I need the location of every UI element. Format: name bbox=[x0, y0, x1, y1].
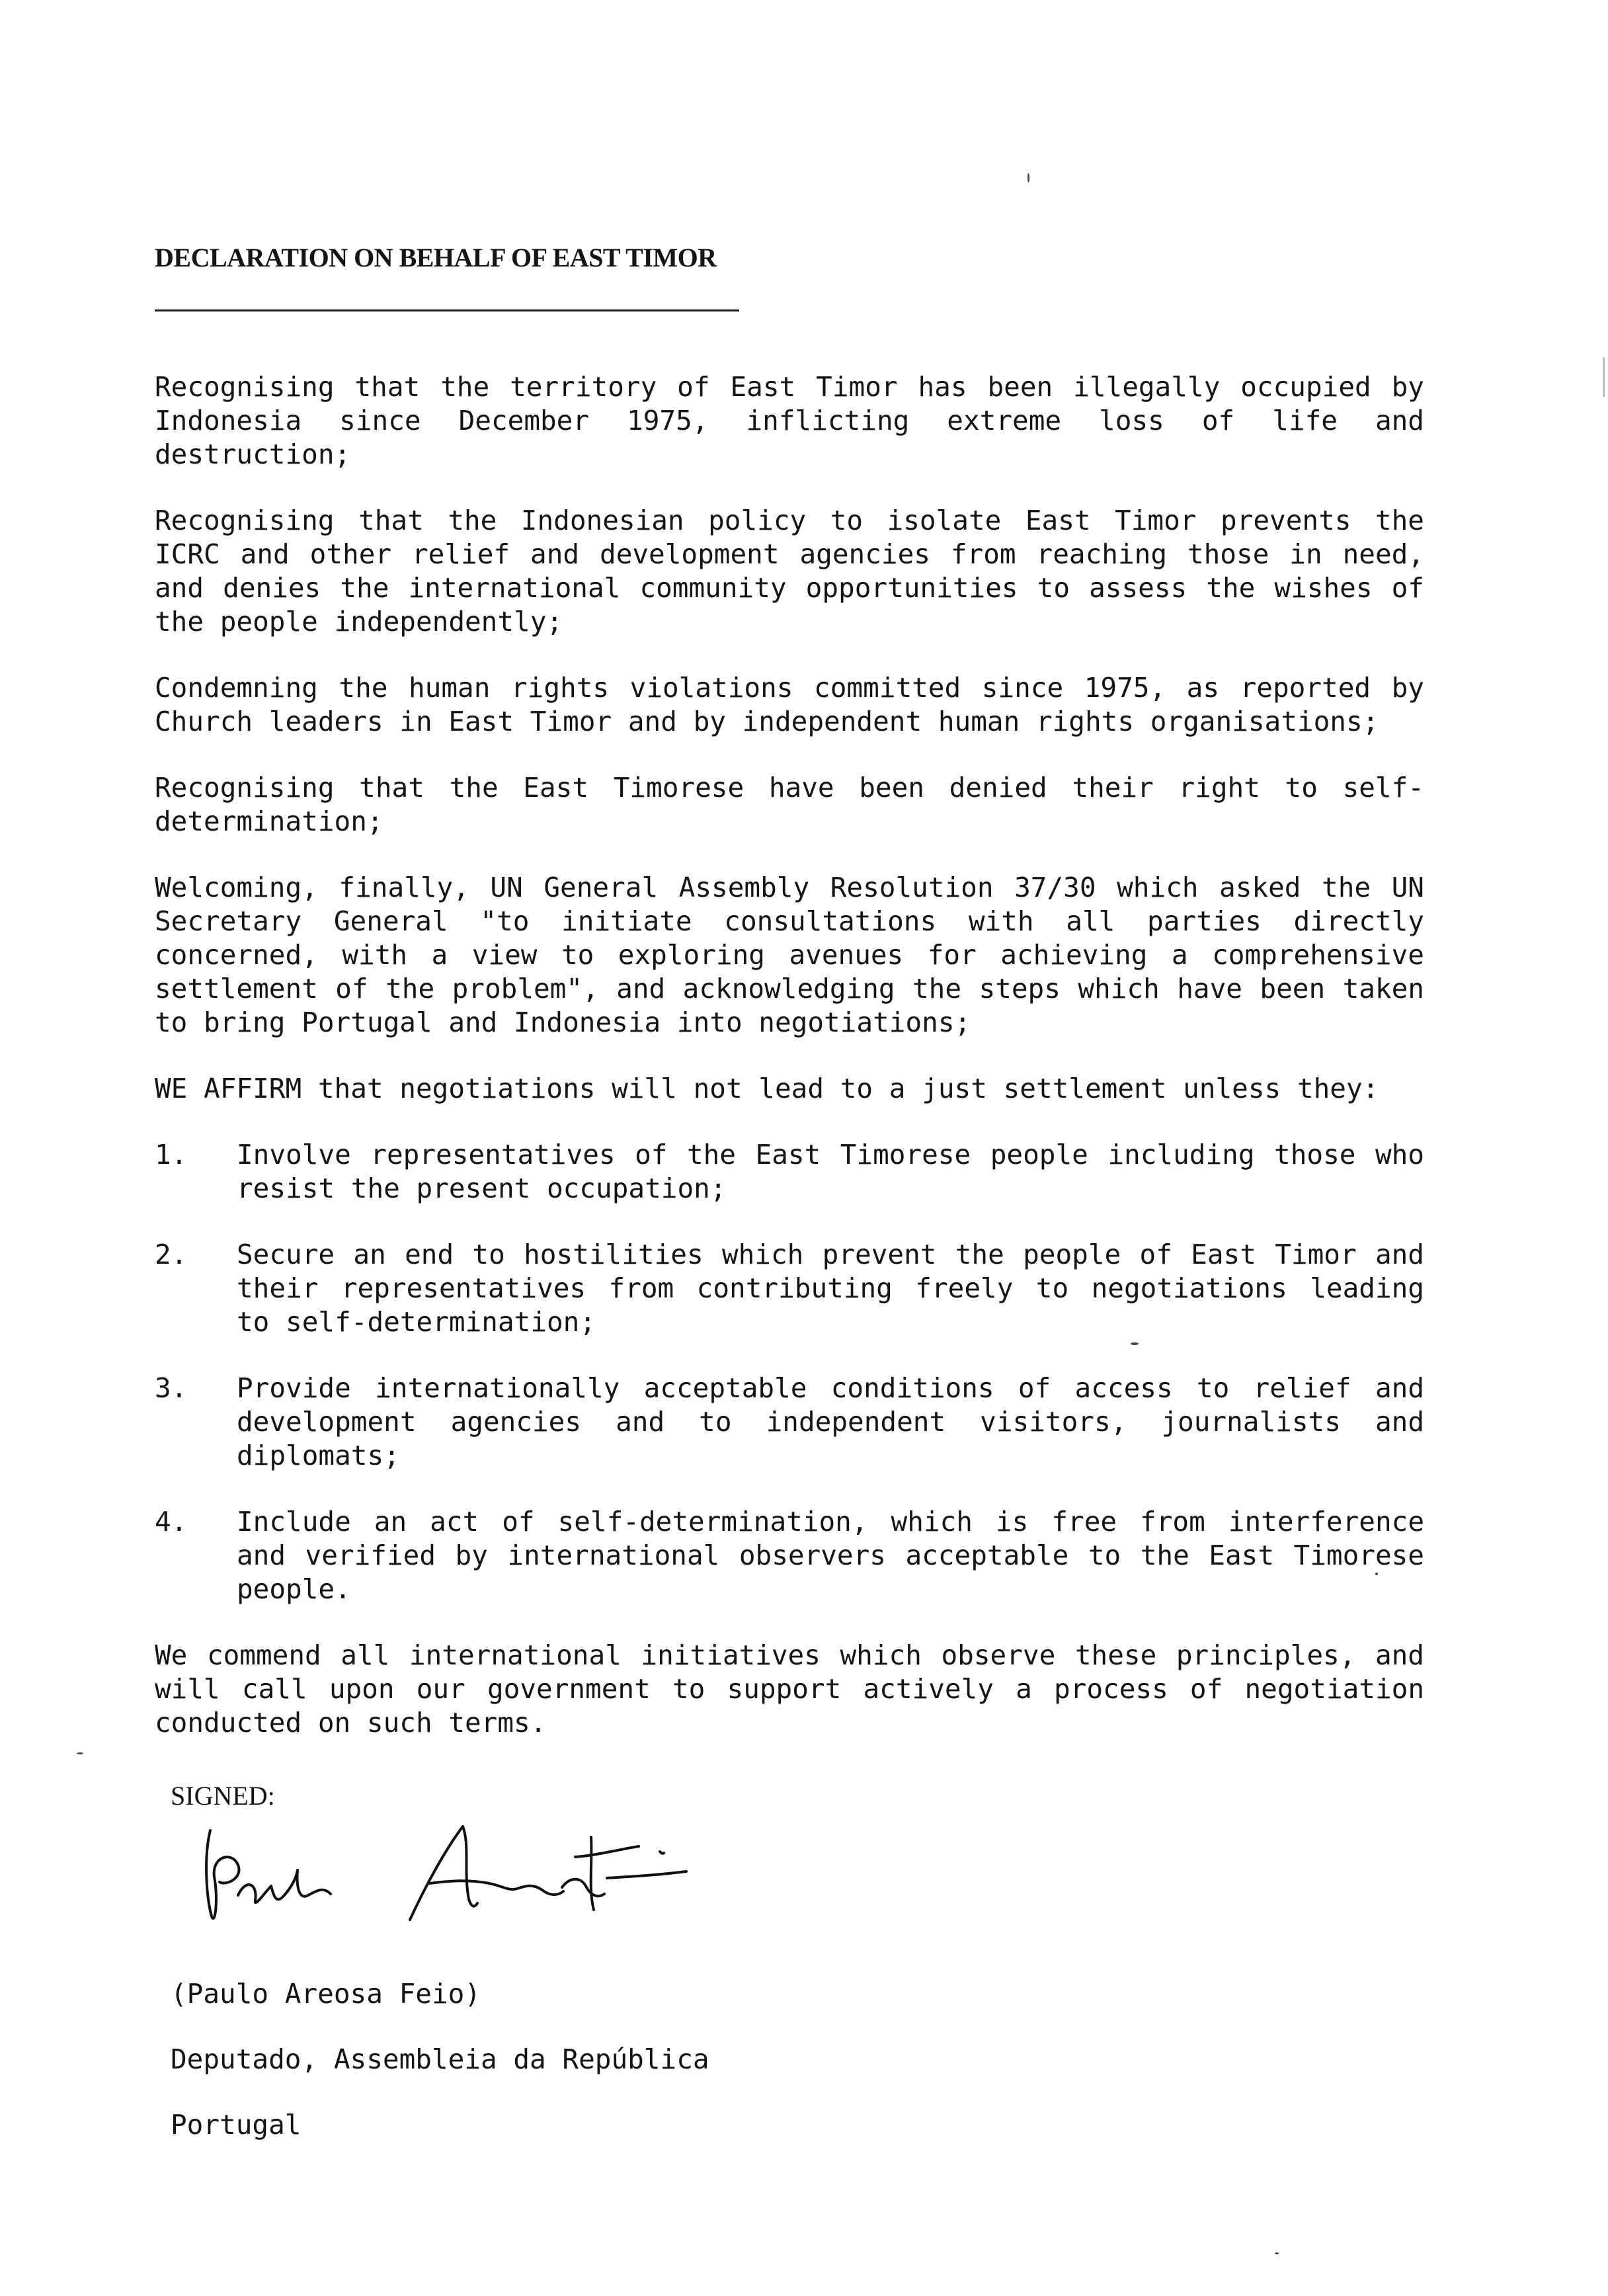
handwritten-signature bbox=[192, 1817, 694, 1930]
item-number: 4. bbox=[155, 1506, 188, 1538]
preamble-paragraph-1: Recognising that the territory of East Timor has been illegally occupied by Indonesia since December 1975, inflicting extreme loss of life and destruction; bbox=[155, 371, 1424, 470]
numbered-item-1 bbox=[155, 1138, 1424, 1206]
item-number: 2. bbox=[155, 1239, 188, 1270]
signatory-block bbox=[171, 1977, 709, 2174]
item-number: 1. bbox=[155, 1139, 188, 1170]
scan-speck bbox=[1131, 1342, 1139, 1345]
signed-label: SIGNED: bbox=[171, 1781, 275, 1811]
closing-paragraph: We commend all international initiatives which observe these principles, and will call upon our government to support actively a process of negotiation conducted on such terms. bbox=[155, 1639, 1424, 1739]
scan-speck bbox=[1603, 357, 1605, 397]
signatory-title: Deputado, Assembleia da República bbox=[171, 2043, 709, 2075]
numbered-item-2 bbox=[155, 1238, 1424, 1339]
document-body bbox=[155, 370, 1424, 1772]
item-text: Secure an end to hostilities which prevent the people of East Timor and their representatives from contributing freely to negotiations leading to self-determination; bbox=[237, 1239, 1424, 1338]
item-text: Include an act of self-determination, which is free from interference and verified by international observers acceptable to the East Timorese people. bbox=[237, 1506, 1424, 1605]
item-text: Involve representatives of the East Timorese people including those who resist the present occupation; bbox=[237, 1139, 1424, 1204]
scan-speck bbox=[1375, 1573, 1378, 1575]
numbered-item-4 bbox=[155, 1505, 1424, 1606]
signatory-country: Portugal bbox=[171, 2109, 302, 2141]
scan-speck bbox=[1027, 173, 1029, 183]
scan-speck bbox=[1275, 2252, 1279, 2254]
item-number: 3. bbox=[155, 1372, 188, 1404]
scan-speck bbox=[77, 1752, 83, 1754]
preamble-paragraph-5: Welcoming, finally, UN General Assembly Resolution 37/30 which asked the UN Secretary General "to initiate consultations with all parties directly concerned, with a view to exploring avenues for achieving a comprehensive settlement of the problem", and acknowledging the steps which have been taken to bring Portugal and Indonesia into negotiations; bbox=[155, 872, 1424, 1038]
preamble-paragraph-4: Recognising that the East Timorese have been denied their right to self-determination; bbox=[155, 772, 1424, 837]
document-title: DECLARATION ON BEHALF OF EAST TIMOR bbox=[155, 243, 717, 272]
preamble-paragraph-3: Condemning the human rights violations committed since 1975, as reported by Church leaders in East Timor and by independent human rights organisations; bbox=[155, 672, 1424, 737]
numbered-item-3 bbox=[155, 1372, 1424, 1473]
item-text: Provide internationally acceptable conditions of access to relief and development agencies and to independent visitors, journalists and diplomats; bbox=[237, 1372, 1424, 1471]
affirmation-paragraph: WE AFFIRM that negotiations will not lead to a just settlement unless they: bbox=[155, 1073, 1379, 1104]
preamble-paragraph-2: Recognising that the Indonesian policy to isolate East Timor prevents the ICRC and other relief and development agencies from reaching those in need, and denies the international community opportunities to assess the wishes of the people independently; bbox=[155, 505, 1424, 637]
title-underline bbox=[155, 309, 739, 311]
signatory-name: (Paulo Areosa Feio) bbox=[171, 1978, 481, 2010]
